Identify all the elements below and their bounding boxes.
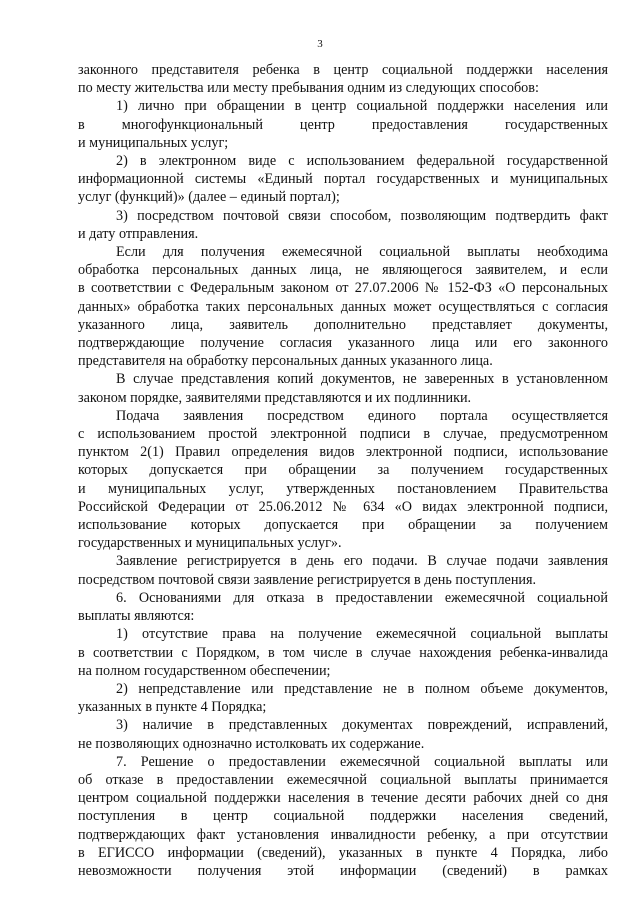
text-line: посредством почтовой связи заявление регистрируется в день поступления. [78,571,537,588]
paragraph [78,207,608,243]
document-body [78,61,608,880]
text-line: обработка персональных данных лица, не являющегося заявителем, и если [78,262,608,279]
text-line: с использованием простой электронной подписи в случае, предусмотренном [78,426,608,443]
text-line: государственных и муниципальных услуг». [78,535,342,552]
text-line: представителя на обработку персональных данных указанного лица. [78,353,493,370]
text-line: в соответствии с Порядком, в том числе в случае нахождения ребенка-инвалида [78,644,608,661]
text-line: В случае представления копий документов, не заверенных в установленном [116,371,608,388]
paragraph [78,61,608,97]
text-line: законного представителя ребенка в центр социальной поддержки населения [78,62,608,78]
text-line: 3) посредством почтовой связи способом, позволяющим подтвердить факт [116,207,608,224]
text-line: использование которых допускается при обращении за получением [78,517,608,534]
text-line: Российской Федерации от 25.06.2012 № 634 «О видах электронной подписи, [78,498,608,515]
text-line: в ЕГИССО информации (сведений), указанных в пункте 4 Порядка, либо [78,844,608,861]
text-line: 2) в электронном виде с использованием федеральной государственной [116,153,608,170]
text-line: услуг (функций)» (далее – единый портал); [78,189,340,206]
text-line: информационной системы «Единый портал государственных и муниципальных [78,171,608,188]
text-line: указанного лица, заявитель дополнительно представляет документы, [78,316,608,333]
text-line: 6. Основаниями для отказа в предоставлении ежемесячной социальной [116,589,608,606]
text-line: указанных в пункте 4 Порядка; [78,699,267,716]
paragraph [78,407,608,553]
paragraph [78,370,608,406]
text-line: 7. Решение о предоставлении ежемесячной социальной выплаты или [116,753,608,770]
text-line: подтверждающих факт установления инвалидности ребенку, а при отсутствии [78,826,608,843]
paragraph [78,625,608,680]
text-line: подтверждающие получение согласия указанного лица или его законного [78,335,608,352]
paragraph [78,152,608,207]
text-line: Если для получения ежемесячной социальной выплаты необходима [116,244,608,261]
paragraph [78,243,608,370]
text-line: которых допускается при обращении за получением государственных [78,462,608,479]
text-line: 2) непредставление или представление не в полном объеме документов, [116,680,608,697]
text-line: данных» обработка таких персональных данных может осуществляться с согласия [78,298,608,315]
text-line: 1) лично при обращении в центр социальной поддержки населения или [116,98,608,115]
text-line: Заявление регистрируется в день его подачи. В случае подачи заявления [116,553,608,570]
text-line: Подача заявления посредством единого портала осуществляется [116,407,608,424]
paragraph [78,97,608,152]
text-line: и муниципальных услуг; [78,134,229,151]
text-line: центром социальной поддержки населения в течение десяти рабочих дней со дня [78,790,608,807]
text-line: в соответствии с Федеральным законом от 27.07.2006 № 152-ФЗ «О персональных [78,280,608,297]
text-line: об отказе в предоставлении ежемесячной социальной выплаты принимается [78,771,608,788]
text-line: 1) отсутствие права на получение ежемесячной социальной выплаты [116,626,608,643]
paragraph [78,589,608,625]
paragraph [78,753,608,880]
paragraph [78,716,608,752]
text-line: невозможности получения этой информации (сведений) в рамках [78,862,608,879]
page-number: 3 [317,38,323,50]
text-line: не позволяющих однозначно истолковать их содержание. [78,735,425,752]
text-line: 3) наличие в представленных документах повреждений, исправлений, [116,717,608,734]
text-line: законом порядке, заявителями представляются и их подлинники. [78,389,472,406]
text-line: на полном государственном обеспечении; [78,662,331,679]
text-line: и дату отправления. [78,225,199,242]
text-line: по месту жительства или месту пребывания одним из следующих способов: [78,80,539,97]
paragraph [78,552,608,588]
text-line: в многофункциональный центр предоставления государственных [78,116,608,133]
text-line: выплаты являются: [78,608,195,625]
text-line: поступления в центр социальной поддержки населения сведений, [78,808,608,825]
text-line: пунктом 2(1) Правил определения видов электронной подписи, использование [78,444,608,461]
paragraph [78,680,608,716]
text-line: и муниципальных услуг, утвержденных постановлением Правительства [78,480,608,497]
